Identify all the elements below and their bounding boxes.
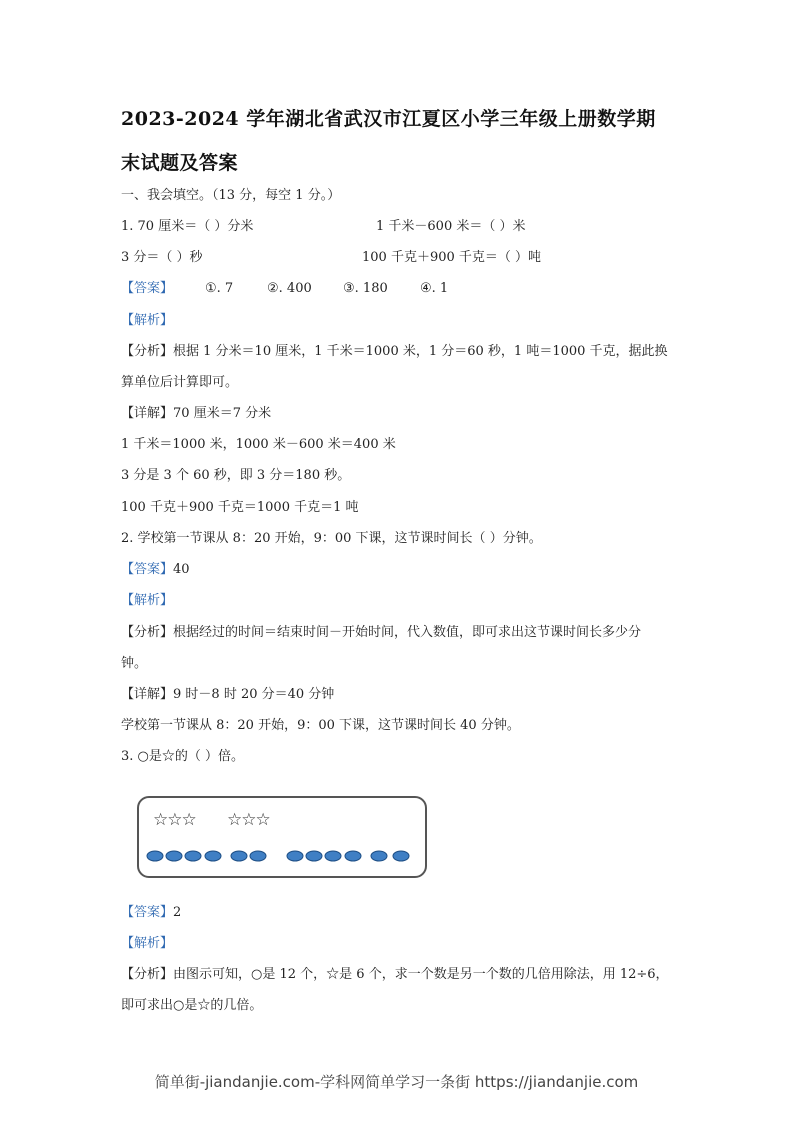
- fenxi-tag: 【分析】: [121, 967, 174, 982]
- detail-text-2: 1 千米＝1000 米，1000 米－600 米＝400 米: [121, 437, 396, 452]
- answer-value: 40: [173, 562, 190, 577]
- answer-tag: 【答案】: [121, 281, 174, 296]
- answer-tag: 【答案】: [121, 905, 174, 920]
- oval-3: [185, 851, 201, 861]
- detail-line: [121, 405, 271, 423]
- fenxi-text-continued: 算单位后计算即可。: [121, 375, 239, 390]
- question-2: 2. 学校第一节课从 8：20 开始，9：00 下课，这节课时间长（ ）分钟。: [121, 531, 542, 546]
- answer-value: 2: [173, 905, 182, 920]
- question-1a: 1. 70 厘米＝（ ）分米: [121, 219, 254, 234]
- circle-ovals: [139, 836, 425, 876]
- fenxi-text: 由图示可知，○是 12 个，☆是 6 个，求一个数是另一个数的几倍用除法，用 12÷6，: [173, 967, 669, 982]
- fenxi-tag: 【分析】: [121, 625, 174, 640]
- footer-watermark: 简单街-jiandanjie.com-学科网简单学习一条街 https://jiandanjie.com: [154, 1073, 639, 1091]
- page-title: 2023-2024 学年湖北省武汉市江夏区小学三年级上册数学期: [121, 108, 656, 130]
- detail-tag: 【详解】: [121, 687, 174, 702]
- answer-row-3: [121, 904, 181, 922]
- answer-item-2: ②. 400: [267, 281, 312, 296]
- detail-text-4: 100 千克＋900 千克＝1000 千克＝1 吨: [121, 500, 359, 515]
- oval-10: [345, 851, 361, 861]
- oval-8: [306, 851, 322, 861]
- fenxi-line: [121, 343, 668, 361]
- analysis-tag-2: 【解析】: [121, 593, 174, 608]
- stars-circles-figure: [137, 796, 427, 878]
- answer-row: [121, 280, 173, 298]
- oval-1: [147, 851, 163, 861]
- star-group-1: ☆☆☆: [153, 810, 196, 830]
- detail-text-2b: 学校第一节课从 8：20 开始，9：00 下课，这节课时间长 40 分钟。: [121, 718, 520, 733]
- question-1d: 100 千克＋900 千克＝（ ）吨: [362, 250, 542, 265]
- oval-12: [393, 851, 409, 861]
- oval-5: [231, 851, 247, 861]
- detail-text: 70 厘米＝7 分米: [173, 406, 272, 421]
- question-1b: 1 千米－600 米＝（ ）米: [376, 219, 526, 234]
- question-3: 3. ○是☆的（ ）倍。: [121, 749, 245, 764]
- fenxi-text: 根据经过的时间＝结束时间－开始时间，代入数值，即可求出这节课时间长多少分: [173, 625, 642, 640]
- fenxi-line-2: [121, 624, 641, 642]
- star-group-2: ☆☆☆: [227, 810, 270, 830]
- question-1c: 3 分＝（ ）秒: [121, 250, 203, 265]
- detail-line-2: [121, 686, 334, 704]
- fenxi-text: 根据 1 分米＝10 厘米，1 千米＝1000 米，1 分＝60 秒，1 吨＝1000 千克，据此换: [173, 344, 668, 359]
- answer-item-1: ①. 7: [205, 281, 234, 296]
- page-title-continued: 末试题及答案: [121, 152, 239, 174]
- oval-7: [287, 851, 303, 861]
- answer-row-2: [121, 561, 190, 579]
- detail-text: 9 时－8 时 20 分＝40 分钟: [173, 687, 335, 702]
- oval-4: [205, 851, 221, 861]
- answer-item-3: ③. 180: [343, 281, 388, 296]
- detail-text-3: 3 分是 3 个 60 秒，即 3 分＝180 秒。: [121, 468, 351, 483]
- fenxi-text-2-continued: 钟。: [121, 656, 148, 671]
- answer-tag: 【答案】: [121, 562, 174, 577]
- oval-6: [250, 851, 266, 861]
- section-heading: 一、我会填空。（13 分，每空 1 分。）: [121, 188, 341, 203]
- oval-9: [325, 851, 341, 861]
- analysis-tag-3: 【解析】: [121, 936, 174, 951]
- fenxi-tag: 【分析】: [121, 344, 174, 359]
- fenxi-line-3: [121, 966, 669, 984]
- oval-11: [371, 851, 387, 861]
- analysis-tag: 【解析】: [121, 313, 174, 328]
- answer-item-4: ④. 1: [420, 281, 449, 296]
- fenxi-text-3-continued: 即可求出○是☆的几倍。: [121, 998, 263, 1013]
- oval-2: [166, 851, 182, 861]
- detail-tag: 【详解】: [121, 406, 174, 421]
